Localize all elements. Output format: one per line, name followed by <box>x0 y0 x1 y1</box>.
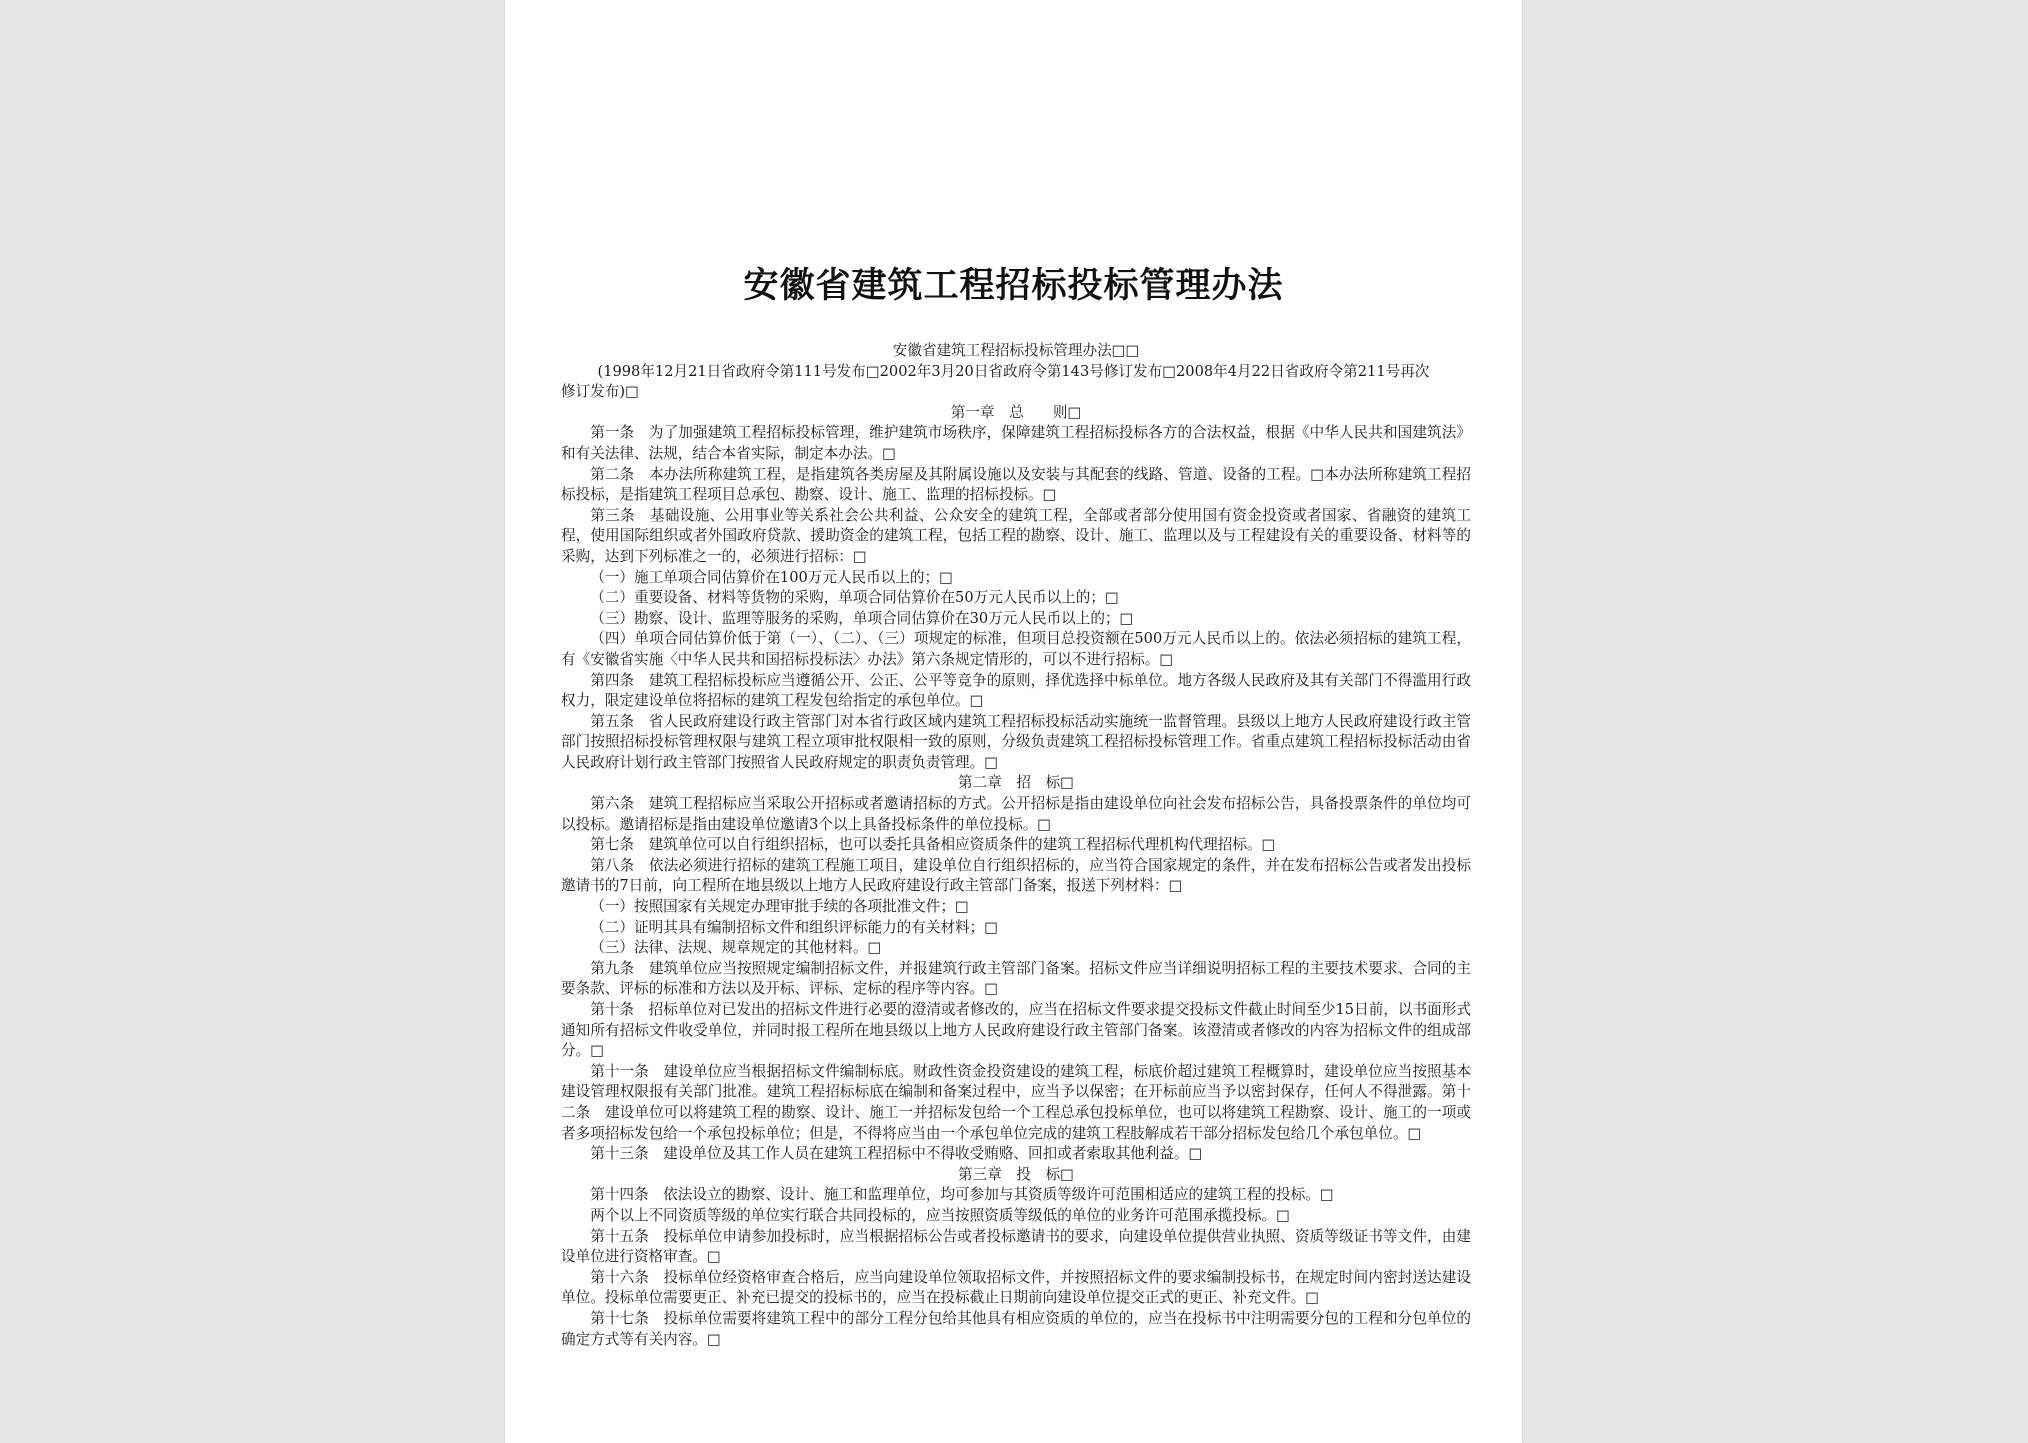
document-page <box>505 0 1522 1443</box>
article-10: 第十条 招标单位对已发出的招标文件进行必要的澄清或者修改的，应当在招标文件要求提交投标文件截止时间至少15日前，以书面形式通知所有招标文件收受单位，并同时报工程所在地县级以上地方人民政府建设行政主管部门备案。该澄清或者修改的内容为招标文件的组成部分。□ <box>561 1001 1471 1060</box>
article-6: 第六条 建筑工程招标应当采取公开招标或者邀请招标的方式。公开招标是指由建设单位向社会发布招标公告，具备投票条件的单位均可以投标。邀请招标是指由建设单位邀请3个以上具备投标条件的单位投标。□ <box>561 795 1471 833</box>
article-3-item-3: （三）勘察、设计、监理等服务的采购，单项合同估算价在30万元人民币以上的；□ <box>590 609 1134 627</box>
article-14-para-2: 两个以上不同资质等级的单位实行联合共同投标的，应当按照资质等级低的单位的业务许可范围承揽投标。□ <box>590 1206 1290 1224</box>
article-8: 第八条 依法必须进行招标的建筑工程施工项目，建设单位自行组织招标的，应当符合国家规定的条件，并在发布招标公告或者发出投标邀请书的7日前，向工程所在地县级以上地方人民政府建设行政主管部门备案，报送下列材料：□ <box>561 856 1471 895</box>
article-7: 第七条 建筑单位可以自行组织招标，也可以委托具备相应资质条件的建筑工程招标代理机构代理招标。□ <box>590 836 1276 854</box>
article-5: 第五条 省人民政府建设行政主管部门对本省行政区域内建筑工程招标投标活动实施统一监督管理。县级以上地方人民政府建设行政主管部门按照招标投标管理权限与建筑工程立项审批权限相一致的原则，分级负责建筑工程招标投标管理工作。省重点建筑工程招标投标活动由省人民政府计划行政主管部门按照省人民政府规定的职责负责管理。□ <box>561 712 1471 771</box>
history-note-cont: 修订发布)□ <box>561 383 639 401</box>
article-13: 第十三条 建设单位及其工作人员在建筑工程招标中不得收受贿赂、回扣或者索取其他利益。□ <box>590 1145 1203 1163</box>
article-3-item-2: （二）重要设备、材料等货物的采购，单项合同估算价在50万元人民币以上的；□ <box>590 589 1119 607</box>
history-note <box>561 362 1471 383</box>
article-3-item-4: （四）单项合同估算价低于第（一）、（二）、（三）项规定的标准，但项目总投资额在500万元人民币以上的。依法必须招标的建筑工程，有《安徽省实施〈中华人民共和国招标投标法〉办法》第六条规定情形的，可以不进行招标。□ <box>561 630 1471 668</box>
article-16: 第十六条 投标单位经资格审查合格后，应当向建设单位领取招标文件，并按照招标文件的要求编制投标书，在规定时间内密封送达建设单位。投标单位需要更正、补充已提交的投标书的，应当在投标截止日期前向建设单位提交正式的更正、补充文件。□ <box>561 1268 1471 1307</box>
chapter-heading: 第二章 招 标□ <box>958 774 1074 792</box>
article-4: 第四条 建筑工程招标投标应当遵循公开、公正、公平等竞争的原则，择优选择中标单位。地方各级人民政府及其有关部门不得滥用行政权力，限定建设单位将招标的建筑工程发包给指定的承包单位。□ <box>561 671 1471 710</box>
history-line-1: (1998年12月21日省政府令第111号发布□2002年3月20日省政府令第143号修订发布□2008年4月22日省政府令第211号再次 <box>597 362 1430 380</box>
article-15: 第十五条 投标单位申请参加投标时，应当根据招标公告或者投标邀请书的要求，向建设单位提供营业执照、资质等级证书等文件，由建设单位进行资格审查。□ <box>561 1227 1471 1266</box>
article-8-item-3: （三）法律、法规、规章规定的其他材料。□ <box>590 939 882 957</box>
article-1: 第一条 为了加强建筑工程招标投标管理，维护建筑市场秩序，保障建筑工程招标投标各方的合法权益，根据《中华人民共和国建筑法》和有关法律、法规，结合本省实际，制定本办法。□ <box>561 424 1471 462</box>
chapter-heading: 第三章 投 标□ <box>958 1165 1074 1183</box>
article-8-item-2: （二）证明其具有编制招标文件和组织评标能力的有关材料；□ <box>590 918 999 936</box>
document-subtitle: 安徽省建筑工程招标投标管理办法□□ <box>892 342 1140 359</box>
article-3-item-1: （一）施工单项合同估算价在100万元人民币以上的；□ <box>590 568 953 586</box>
article-11: 第十一条 建设单位应当根据招标文件编制标底。财政性资金投资建设的建筑工程，标底价超过建筑工程概算时，建设单位应当按照基本建设管理权限报有关部门批准。建筑工程招标标底在编制和备案过程中，应当予以保密；在开标前应当予以密封保存，任何人不得泄露。第十二条 建设单位可以将建筑工程的勘察、设计、施工一并招标发包给一个工程总承包投标单位，也可以将建筑工程勘察、设计、施工的一项或者多项招标发包给一个承包投标单位；但是，不得将应当由一个承包单位完成的建筑工程肢解成若干部分招标发包给几个承包单位。□ <box>561 1062 1471 1142</box>
article-8-item-1: （一）按照国家有关规定办理审批手续的各项批准文件；□ <box>590 898 969 916</box>
article-17: 第十七条 投标单位需要将建筑工程中的部分工程分包给其他具有相应资质的单位的，应当在投标书中注明需要分包的工程和分包单位的确定方式等有关内容。□ <box>561 1309 1471 1348</box>
article-9: 第九条 建筑单位应当按照规定编制招标文件，并报建筑行政主管部门备案。招标文件应当详细说明招标工程的主要技术要求、合同的主要条款、评标的标准和方法以及开标、评标、定标的程序等内容。□ <box>561 959 1471 998</box>
article-14: 第十四条 依法设立的勘察、设计、施工和监理单位，均可参加与其资质等级许可范围相适应的建筑工程的投标。□ <box>590 1186 1334 1204</box>
article-2: 第二条 本办法所称建筑工程，是指建筑各类房屋及其附属设施以及安装与其配套的线路、管道、设备的工程。□本办法所称建筑工程招标投标，是指建筑工程项目总承包、勘察、设计、施工、监理的招标投标。□ <box>561 465 1471 504</box>
chapter-heading: 第一章 总 则□ <box>950 403 1082 421</box>
document-title: 安徽省建筑工程招标投标管理办法 <box>743 266 1284 306</box>
document-body <box>561 341 1471 1350</box>
article-3: 第三条 基础设施、公用事业等关系社会公共利益、公众安全的建筑工程，全部或者部分使用国有资金投资或者国家、省融资的建筑工程，使用国际组织或者外国政府贷款、援助资金的建筑工程，包括工程的勘察、设计、施工、监理以及与工程建设有关的重要设备、材料等的采购，达到下列标准之一的，必须进行招标：□ <box>561 506 1471 565</box>
